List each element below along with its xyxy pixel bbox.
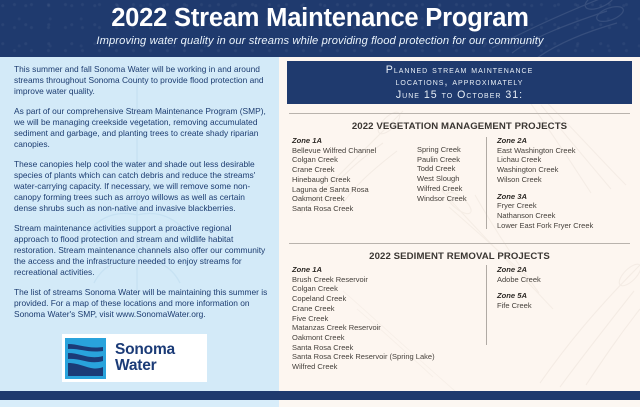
list-item: Santa Rosa Creek Reservoir (Spring Lake) <box>292 352 435 362</box>
section-title-sediment: 2022 SEDIMENT REMOVAL PROJECTS <box>369 251 550 262</box>
list-item: Fife Creek <box>497 301 532 311</box>
poster-header <box>0 0 640 57</box>
sediment-column-divider <box>486 265 487 345</box>
list-item: East Washington Creek <box>497 145 576 155</box>
list-item: Lower East Fork Fryer Creek <box>497 220 594 230</box>
list-item: Fryer Creek <box>497 201 537 211</box>
list-item: Bellevue Wilfred Channel <box>292 145 377 155</box>
list-item: Paulin Creek <box>417 154 460 164</box>
section-title-vegetation: 2022 VEGETATION MANAGEMENT PROJECTS <box>351 121 568 132</box>
section-rule-vegetation <box>289 113 630 114</box>
page-subtitle: Improving water quality in our streams while providing flood protection for our community <box>96 35 544 47</box>
sed-zone-2a-5a-column <box>497 265 637 311</box>
list-item: Spring Creek <box>417 145 461 154</box>
left-body-text <box>14 64 268 328</box>
veg-zone-1a-column-continued <box>417 145 487 203</box>
right-projects-panel <box>279 57 640 391</box>
list-item: Wilson Creek <box>497 174 542 184</box>
list-item: Five Creek <box>292 313 329 323</box>
list-item: Nathanson Creek <box>497 210 556 220</box>
zone-spacer <box>497 284 637 291</box>
list-item: Laguna de Santa Rosa <box>292 184 369 194</box>
zone-spacer <box>497 185 637 192</box>
veg-zone-3a-label: Zone 3A <box>497 191 527 201</box>
page-title: 2022 Stream Maintenance Program <box>111 4 529 32</box>
list-item: Oakmont Creek <box>292 332 345 342</box>
list-item: West Slough <box>417 174 460 184</box>
list-item: Crane Creek <box>292 165 335 175</box>
banner-line-2: locations, approximately <box>395 76 524 89</box>
veg-zone-1a-column <box>292 136 417 214</box>
veg-zone-1a-list <box>292 146 417 214</box>
list-item: Adobe Creek <box>497 274 541 284</box>
sed-zone-5a-label: Zone 5A <box>497 291 527 301</box>
veg-zone-2a-list <box>497 146 637 185</box>
sed-zone-2a-label: Zone 2A <box>497 265 527 274</box>
sonoma-water-wave-icon <box>65 338 106 379</box>
logo-line-2: Water <box>115 357 157 374</box>
list-item: Colgan Creek <box>292 284 338 294</box>
paragraph-5: The list of streams Sonoma Water will be maintaining this summer is provided. For a map of these locations and more information on Sonoma Water's SMP, visit www.SonomaWater.org. <box>14 286 268 319</box>
planned-locations-banner <box>287 61 632 104</box>
list-item: Wilfred Creek <box>292 362 338 372</box>
paragraph-4: Stream maintenance activities support a proactive regional approach to flood protection and stream and wildlife habitat restoration. Stream maintenance channels also offer our community the access and the infrastructure needed to enjoy streams for recreational activities. <box>14 222 266 277</box>
list-item: Brush Creek Reservoir <box>292 274 368 284</box>
list-item: Wilfred Creek <box>417 183 463 193</box>
bottom-navy-bar <box>0 391 640 400</box>
bottom-strip-right <box>279 400 640 407</box>
logo-line-1: Sonoma <box>115 340 175 358</box>
list-item: Todd Creek <box>417 164 456 174</box>
list-item: Matanzas Creek Reservoir <box>292 323 381 333</box>
list-item: Washington Creek <box>497 165 559 175</box>
paragraph-3: These canopies help cool the water and shade out less desirable species of plants which can catch debris and reduce the streams' water-carrying capacity. If necessary, we will remove some non-canopy forming trees such as arroyo willows as well as certain dense shrubs such as non-native and invasive blackberries. <box>14 158 256 214</box>
paragraph-2: As part of our comprehensive Stream Maintenance Program (SMP), we will be managing creekside vegetation, removing accumulated sediment and garbage, and planting trees to create shady riparian canopies. <box>14 105 266 150</box>
sed-zone-5a-list <box>497 301 637 311</box>
list-item: Windsor Creek <box>417 193 467 203</box>
veg-zone-1a-list-continued <box>417 145 487 203</box>
list-item: Colgan Creek <box>292 155 338 165</box>
veg-zone-1a-label: Zone 1A <box>292 136 322 145</box>
banner-line-3: June 15 to October 31: <box>395 88 524 101</box>
list-item: Copeland Creek <box>292 294 347 304</box>
sed-zone-1a-label: Zone 1A <box>292 265 322 274</box>
veg-zone-2a-label: Zone 2A <box>497 136 527 145</box>
list-item: Santa Rosa Creek <box>292 342 354 352</box>
section-rule-sediment <box>289 243 630 244</box>
sed-zone-1a-list <box>292 275 482 372</box>
list-item: Oakmont Creek <box>292 194 345 204</box>
list-item: Crane Creek <box>292 303 335 313</box>
list-item: Santa Rosa Creek <box>292 203 354 213</box>
sed-zone-2a-list <box>497 275 637 285</box>
veg-zone-2a-3a-column <box>497 136 637 230</box>
banner-line-1: Planned stream maintenance <box>385 63 534 76</box>
sed-zone-1a-column <box>292 265 482 372</box>
logo-wordmark <box>115 342 175 375</box>
list-item: Hinebaugh Creek <box>292 174 351 184</box>
paragraph-1: This summer and fall Sonoma Water will be working in and around streams throughout Sonoma County to provide flood protection and improve water quality. <box>14 64 264 97</box>
sonoma-water-logo <box>62 334 207 382</box>
veg-zone-3a-list <box>497 201 637 230</box>
list-item: Lichau Creek <box>497 155 542 165</box>
